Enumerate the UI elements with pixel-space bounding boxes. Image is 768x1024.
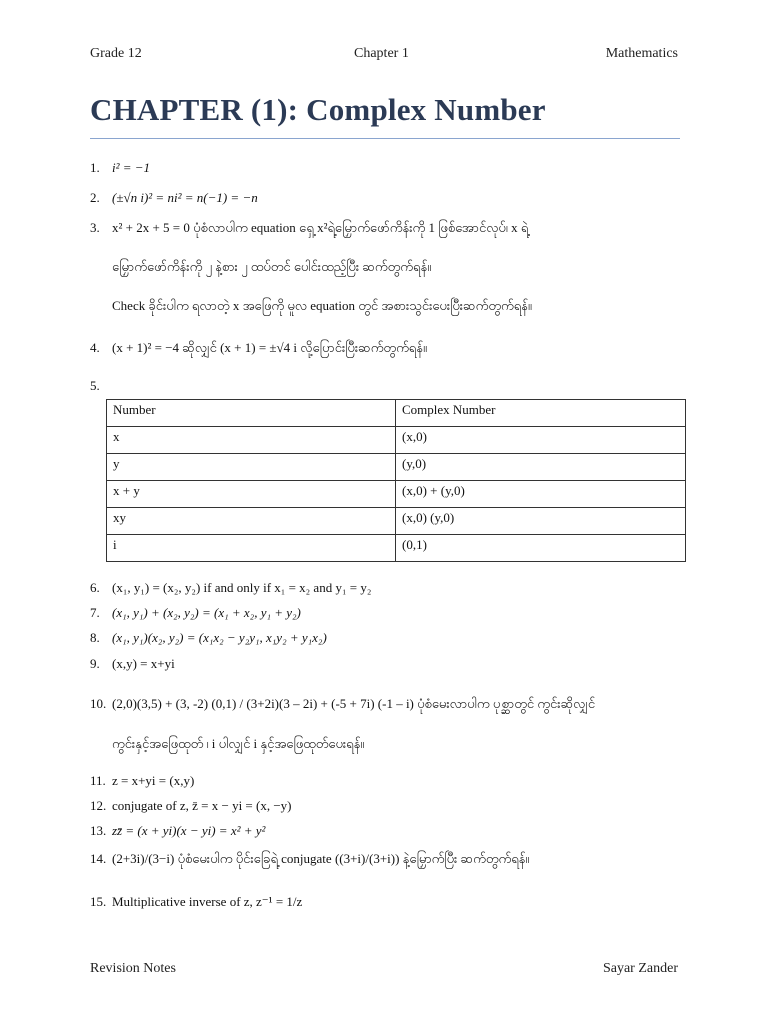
header-chapter: Chapter 1 <box>354 46 409 61</box>
table-header-cell: Number <box>107 400 396 427</box>
table-cell: x <box>107 427 396 454</box>
table-row <box>107 508 686 535</box>
list-item-15: 15. Multiplicative inverse of z, z⁻¹ = 1/z <box>90 894 303 909</box>
footer-author: Sayar Zander <box>602 961 678 976</box>
list-item-13: 13. zz̄ = (x + yi)(x − yi) = x² + y² <box>90 823 266 838</box>
list-item-10-line-2: ကွင်းနှင့်အဖြေထုတ် ၊ i ပါလျှင် i နှင့်အဖြေထုတ်ပေးရန်။ <box>112 736 365 751</box>
list-item-6: 6. (x₁, y₁) = (x₂, y₂) if and only if x₁ = x₂ and y₁ = y₂ <box>90 580 372 595</box>
list-item-7: 7. (x₁, y₁) + (x₂, y₂) = (x₁ + x₂, y₁ + y₂) <box>90 605 301 620</box>
list-item-9: 9. (x,y) = x+yi <box>90 656 175 671</box>
complex-number-table <box>106 399 686 562</box>
table-row <box>107 481 686 508</box>
list-item-10: 10. (2,0)(3,5) + (3, -2) (0,1) / (3+2i)(3 – 2i) + (-5 + 7i) (-1 – i) ပုံစံမေးလာပါက ပုစ္ဆာတွင် ကွင်းဆိုလျှင် <box>90 696 596 711</box>
table-cell: (x,0) + (y,0) <box>396 481 686 508</box>
table-cell: xy <box>107 508 396 535</box>
list-item-4: 4. (x + 1)² = −4 ဆိုလျှင် (x + 1) = ±√4 i လို့ပြောင်းပြီးဆက်တွက်ရန်။ <box>90 340 427 355</box>
table-cell: x + y <box>107 481 396 508</box>
table-cell: (x,0) (y,0) <box>396 508 686 535</box>
list-item-3: 3. x² + 2x + 5 = 0 ပုံစံလာပါက equation ရှေ့ x²ရဲ့မြှောက်ဖော်ကိန်းကို 1 ဖြစ်အောင်လုပ်၊ x ရဲ့ <box>90 220 529 235</box>
list-item-8: 8. (x₁, y₁)(x₂, y₂) = (x₁x₂ − y₂y₁, x₁y₂ + y₁x₂) <box>90 630 327 645</box>
table-header-cell: Complex Number <box>396 400 686 427</box>
list-item-14: 14. (2+3i)/(3−i) ပုံစံမေးပါက ပိုင်းခြေရဲ့ conjugate ((3+i)/(3+i)) နဲ့မြှောက်ပြီး ဆက်တွက်ရန်။ <box>90 851 530 866</box>
table-row <box>107 427 686 454</box>
table-header-row <box>107 400 686 427</box>
table-cell: (y,0) <box>396 454 686 481</box>
list-item-1: 1. i² = −1 <box>90 160 151 175</box>
header-subject: Mathematics <box>605 46 678 61</box>
table-cell: (x,0) <box>396 427 686 454</box>
header-grade: Grade 12 <box>90 46 142 61</box>
title-underline <box>90 138 680 139</box>
list-item-5: 5. <box>90 378 100 393</box>
table-row <box>107 454 686 481</box>
list-item-2: 2. (±√n i)² = ni² = n(−1) = −n <box>90 190 258 205</box>
table-row <box>107 535 686 562</box>
table-cell: i <box>107 535 396 562</box>
list-item-11: 11. z = x+yi = (x,y) <box>90 773 195 788</box>
list-item-12: 12. conjugate of z, z̄ = x − yi = (x, −y) <box>90 798 292 813</box>
table-cell: (0,1) <box>396 535 686 562</box>
list-item-3-line-3: Check ခိုင်းပါက ရလာတဲ့ x အဖြေကို မူလ equation တွင် အစားသွင်းပေးပြီးဆက်တွက်ရန်။ <box>112 298 532 313</box>
list-item-3-line-2: မြှောက်ဖော်ကိန်းကို ၂ နဲ့စား ၂ ထပ်တင် ပေါင်းထည့်ပြီး ဆက်တွက်ရန်။ <box>112 259 432 274</box>
page-title: CHAPTER (1): Complex Number <box>90 92 546 127</box>
table-cell: y <box>107 454 396 481</box>
footer-left: Revision Notes <box>90 961 176 976</box>
